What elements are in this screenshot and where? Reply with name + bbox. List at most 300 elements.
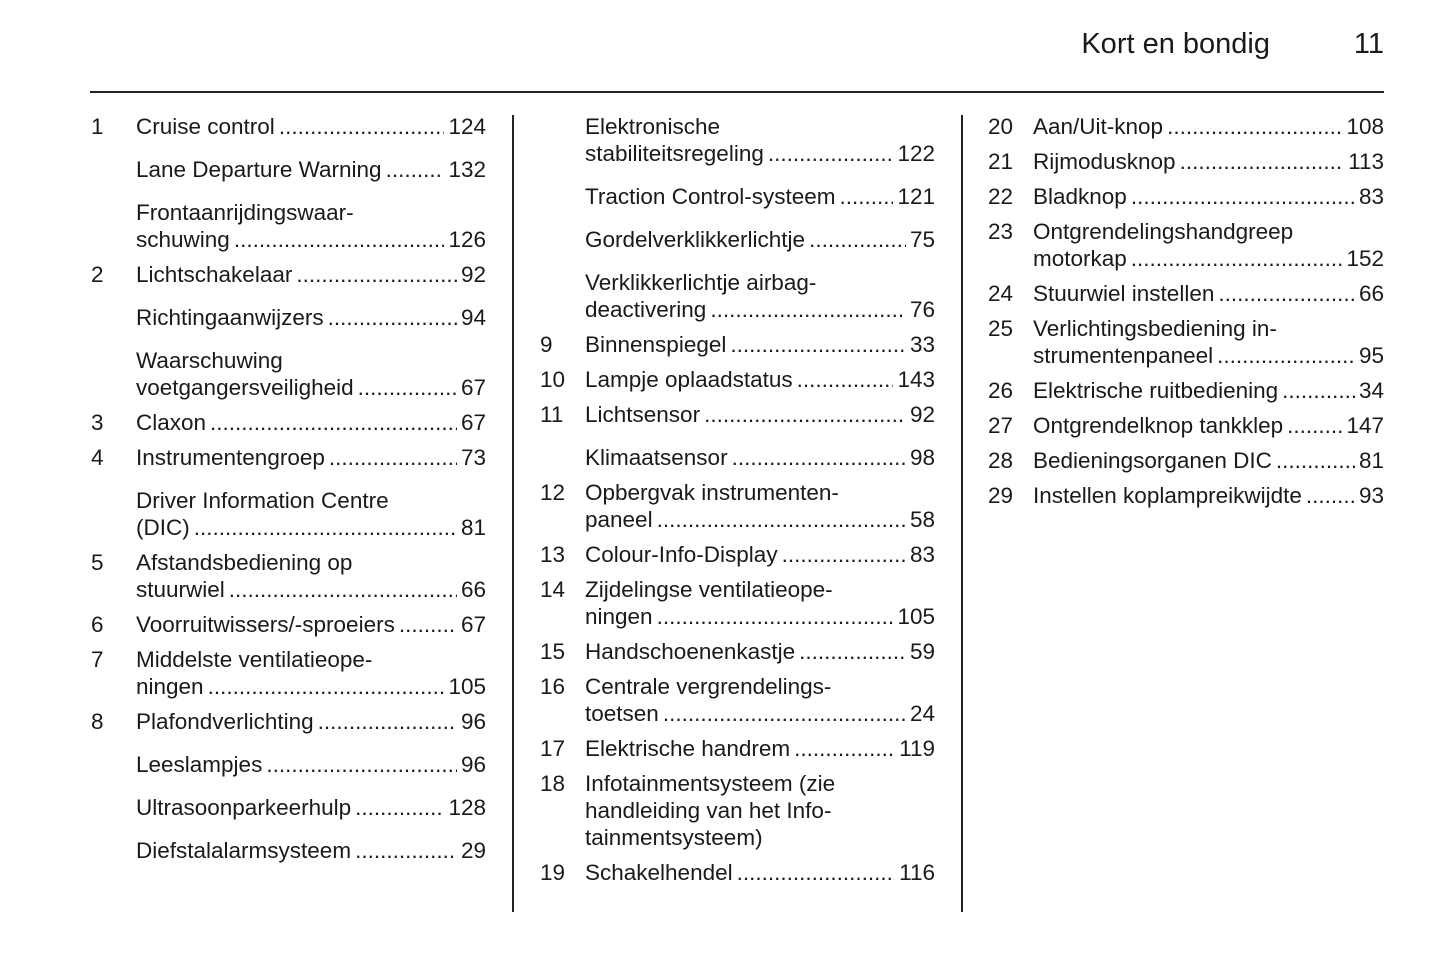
entry-body — [136, 347, 486, 401]
entry-text-line: Driver Information Centre — [136, 488, 389, 513]
entry-number: 22 — [988, 184, 1014, 209]
dot-leader — [794, 735, 895, 762]
index-entry — [91, 611, 486, 638]
index-entry — [540, 479, 935, 533]
entry-last-line — [136, 576, 486, 603]
entry-page-ref: 83 — [909, 542, 935, 567]
entry-page-ref: 81 — [1358, 448, 1384, 473]
entry-number — [91, 751, 136, 778]
entry-number: 18 — [540, 771, 566, 796]
entry-last-line — [136, 374, 486, 401]
entry-page-ref: 66 — [1358, 281, 1384, 306]
dot-leader — [210, 409, 457, 436]
entry-number: 20 — [988, 114, 1014, 139]
entry-body — [136, 794, 486, 821]
index-entry — [540, 770, 935, 851]
index-entry — [988, 377, 1384, 404]
dot-leader — [194, 514, 457, 541]
entry-label: Traction Control-systeem — [585, 184, 836, 209]
index-entry — [988, 482, 1384, 509]
entry-label: Instellen koplampreikwijdte — [1033, 483, 1302, 508]
entry-body — [585, 269, 935, 323]
dot-leader — [358, 374, 457, 401]
dot-leader — [1282, 377, 1355, 404]
entry-label: ningen — [136, 674, 204, 699]
entry-body — [585, 576, 935, 630]
entry-number: 21 — [988, 149, 1014, 174]
index-entry — [540, 331, 935, 358]
index-entry — [540, 113, 935, 167]
entry-last-line — [136, 837, 486, 864]
dot-leader — [1131, 183, 1355, 210]
dot-leader — [1167, 113, 1342, 140]
entry-page-ref: 124 — [448, 114, 486, 139]
index-column-2 — [540, 113, 935, 886]
entry-number: 4 — [91, 445, 104, 470]
entry-page-ref: 105 — [448, 674, 486, 699]
entry-last-line — [585, 331, 935, 358]
index-entry — [91, 261, 486, 288]
entry-page-ref: 96 — [460, 709, 486, 734]
entry-last-line — [136, 611, 486, 638]
index-entry — [540, 735, 935, 762]
entry-body — [136, 611, 486, 638]
entry-page-ref: 126 — [448, 227, 486, 252]
entry-page-ref: 92 — [909, 402, 935, 427]
entry-label: Lichtsensor — [585, 402, 701, 427]
entry-number: 7 — [91, 647, 104, 672]
index-entry — [540, 401, 935, 428]
entry-label: Stuurwiel instellen — [1033, 281, 1215, 306]
entry-number: 5 — [91, 550, 104, 575]
entry-number: 3 — [91, 410, 104, 435]
dot-leader — [730, 331, 906, 358]
entry-page-ref: 81 — [460, 515, 486, 540]
entry-number: 1 — [91, 114, 104, 139]
entry-label: Colour-Info-Display — [585, 542, 778, 567]
entry-number: 11 — [540, 402, 564, 427]
entry-page-ref: 75 — [909, 227, 935, 252]
entry-label: Schakelhendel — [585, 860, 733, 885]
entry-body — [585, 401, 935, 428]
entry-label: Ontgrendelknop tankklep — [1033, 413, 1284, 438]
entry-label: Elektrische handrem — [585, 736, 791, 761]
entry-text-line: Opbergvak instrumenten- — [585, 480, 839, 505]
dot-leader — [296, 261, 457, 288]
entry-page-ref: 95 — [1358, 343, 1384, 368]
entry-label: Claxon — [136, 410, 207, 435]
dot-leader — [732, 444, 906, 471]
entry-page-ref: 92 — [460, 262, 486, 287]
entry-number: 24 — [988, 281, 1014, 306]
entry-body — [136, 837, 486, 864]
entry-last-line — [1033, 482, 1384, 509]
entry-number: 23 — [988, 219, 1014, 244]
entry-page-ref: 147 — [1346, 413, 1384, 438]
entry-page-ref: 121 — [897, 184, 935, 209]
index-entry — [91, 708, 486, 735]
index-entry — [91, 444, 486, 471]
dot-leader — [355, 794, 444, 821]
entry-last-line — [585, 735, 935, 762]
entry-text-line: Waarschuwing — [136, 348, 283, 373]
entry-text-line: Zijdelingse ventilatieope- — [585, 577, 833, 602]
entry-body — [585, 113, 935, 167]
entry-text-line: Afstandsbediening op — [136, 550, 353, 575]
entry-page-ref: 67 — [460, 375, 486, 400]
entry-label: Instrumentengroep — [136, 445, 325, 470]
entry-text-line: Elektronische — [585, 114, 721, 139]
index-entry — [91, 347, 486, 401]
entry-last-line — [585, 140, 935, 167]
dot-leader — [809, 226, 906, 253]
index-entry — [540, 576, 935, 630]
entry-page-ref: 128 — [448, 795, 486, 820]
index-entry — [91, 549, 486, 603]
entry-number: 8 — [91, 709, 104, 734]
entry-last-line — [585, 296, 935, 323]
entry-number: 9 — [540, 332, 553, 357]
entry-last-line — [1033, 377, 1384, 404]
entry-number: 10 — [540, 367, 566, 392]
entry-page-ref: 66 — [460, 577, 486, 602]
entry-label: Bladknop — [1033, 184, 1127, 209]
dot-leader — [1217, 342, 1355, 369]
entry-label: Klimaatsensor — [585, 445, 728, 470]
entry-last-line — [585, 226, 935, 253]
entry-label: (DIC) — [136, 515, 190, 540]
entry-text-line: tainmentsysteem) — [585, 825, 763, 850]
entry-body — [1033, 447, 1384, 474]
entry-number: 15 — [540, 639, 566, 664]
dot-leader — [704, 401, 906, 428]
entry-last-line — [136, 444, 486, 471]
entry-page-ref: 116 — [899, 860, 935, 885]
index-entry — [988, 412, 1384, 439]
dot-leader — [799, 638, 906, 665]
entry-body — [1033, 183, 1384, 210]
entry-body — [136, 113, 486, 140]
index-entry — [91, 199, 486, 253]
entry-label: Elektrische ruitbediening — [1033, 378, 1279, 403]
entry-number: 25 — [988, 316, 1014, 341]
entry-body — [1033, 280, 1384, 307]
entry-label: ningen — [585, 604, 653, 629]
column-divider — [512, 115, 514, 912]
entry-label: stuurwiel — [136, 577, 225, 602]
dot-leader — [266, 751, 457, 778]
dot-leader — [399, 611, 457, 638]
entry-body — [136, 261, 486, 288]
entry-label: toetsen — [585, 701, 659, 726]
entry-last-line — [136, 751, 486, 778]
entry-number: 26 — [988, 378, 1014, 403]
entry-page-ref: 132 — [448, 157, 486, 182]
dot-leader — [1218, 280, 1355, 307]
index-entry — [540, 226, 935, 253]
entry-page-ref: 119 — [899, 736, 935, 761]
dot-leader — [657, 603, 894, 630]
entry-number — [540, 113, 585, 167]
entry-label: paneel — [585, 507, 653, 532]
entry-page-ref: 113 — [1348, 149, 1384, 174]
index-entry — [988, 218, 1384, 272]
entry-last-line — [1033, 412, 1384, 439]
entry-number: 14 — [540, 577, 566, 602]
dot-leader — [840, 183, 894, 210]
entry-body — [585, 770, 935, 851]
dot-leader — [663, 700, 906, 727]
entry-last-line — [136, 794, 486, 821]
entry-body — [136, 156, 486, 183]
entry-page-ref: 58 — [909, 507, 935, 532]
dot-leader — [737, 859, 896, 886]
entry-last-line — [136, 673, 486, 700]
entry-body — [585, 331, 935, 358]
index-entry — [540, 541, 935, 568]
entry-text-line: Infotainmentsysteem (zie — [585, 771, 836, 796]
dot-leader — [1287, 412, 1342, 439]
index-entry — [91, 304, 486, 331]
index-entry — [91, 487, 486, 541]
entry-body — [136, 708, 486, 735]
entry-number — [91, 347, 136, 401]
entry-page-ref: 105 — [897, 604, 935, 629]
entry-page-ref: 29 — [460, 838, 486, 863]
entry-number — [91, 304, 136, 331]
index-entry — [988, 315, 1384, 369]
entry-body — [585, 673, 935, 727]
entry-text-line: Centrale vergrendelings- — [585, 674, 832, 699]
entry-label: Rijmodusknop — [1033, 149, 1176, 174]
entry-number — [540, 226, 585, 253]
entry-label: Aan/Uit-knop — [1033, 114, 1164, 139]
entry-label: Plafondverlichting — [136, 709, 314, 734]
entry-number — [540, 269, 585, 323]
index-entry — [540, 366, 935, 393]
entry-page-ref: 108 — [1346, 114, 1384, 139]
entry-label: stabiliteitsregeling — [585, 141, 764, 166]
entry-body — [585, 183, 935, 210]
entry-text-line: Middelste ventilatieope- — [136, 647, 373, 672]
entry-last-line — [1033, 447, 1384, 474]
index-entry — [988, 113, 1384, 140]
entry-body — [136, 646, 486, 700]
entry-last-line — [585, 366, 935, 393]
index-entry — [540, 183, 935, 210]
entry-body — [585, 479, 935, 533]
dot-leader — [1180, 148, 1345, 175]
dot-leader — [234, 226, 445, 253]
dot-leader — [797, 366, 894, 393]
entry-number — [91, 156, 136, 183]
entry-last-line — [136, 226, 486, 253]
entry-last-line — [585, 700, 935, 727]
entry-body — [585, 444, 935, 471]
entry-last-line — [585, 444, 935, 471]
dot-leader — [355, 837, 457, 864]
entry-last-line — [585, 506, 935, 533]
entry-label: Richtingaanwijzers — [136, 305, 324, 330]
entry-body — [136, 199, 486, 253]
entry-label: deactivering — [585, 297, 707, 322]
entry-label: Ultrasoonparkeerhulp — [136, 795, 352, 820]
dot-leader — [657, 506, 906, 533]
entry-page-ref: 122 — [897, 141, 935, 166]
dot-leader — [328, 304, 457, 331]
entry-last-line — [1033, 342, 1384, 369]
dot-leader — [279, 113, 445, 140]
entry-page-ref: 83 — [1358, 184, 1384, 209]
entry-page-ref: 94 — [460, 305, 486, 330]
entry-label: Handschoenenkastje — [585, 639, 796, 664]
column-divider — [961, 115, 963, 912]
entry-label: Voorruitwissers/-sproeiers — [136, 612, 395, 637]
index-entry — [988, 148, 1384, 175]
entry-body — [585, 859, 935, 886]
entry-number — [540, 444, 585, 471]
entry-label: motorkap — [1033, 246, 1127, 271]
entry-text-line: Ontgrendelingshandgreep — [1033, 219, 1294, 244]
entry-page-ref: 98 — [909, 445, 935, 470]
entry-last-line — [1033, 148, 1384, 175]
entry-number: 19 — [540, 860, 566, 885]
dot-leader — [782, 541, 906, 568]
index-entry — [540, 673, 935, 727]
entry-body — [1033, 377, 1384, 404]
dot-leader — [1306, 482, 1355, 509]
entry-body — [1033, 412, 1384, 439]
page-header-title: Kort en bondig — [1081, 28, 1270, 60]
index-entry — [540, 269, 935, 323]
entry-last-line — [585, 541, 935, 568]
dot-leader — [1131, 245, 1343, 272]
entry-last-line — [136, 514, 486, 541]
entry-page-ref: 152 — [1346, 246, 1384, 271]
entry-page-ref: 67 — [460, 410, 486, 435]
entry-last-line — [136, 708, 486, 735]
entry-last-line — [136, 261, 486, 288]
entry-body — [1033, 315, 1384, 369]
entry-body — [136, 487, 486, 541]
entry-number: 2 — [91, 262, 104, 287]
entry-number — [91, 487, 136, 541]
page-number: 11 — [1353, 28, 1384, 60]
dot-leader — [318, 708, 457, 735]
entry-label: Gordelverklikkerlichtje — [585, 227, 806, 252]
entry-last-line — [585, 859, 935, 886]
dot-leader — [229, 576, 457, 603]
entry-label: Binnenspiegel — [585, 332, 727, 357]
index-entry — [988, 447, 1384, 474]
entry-number: 17 — [540, 736, 566, 761]
entry-page-ref: 143 — [897, 367, 935, 392]
entry-label: Diefstalalarmsysteem — [136, 838, 352, 863]
entry-text-line: handleiding van het Info- — [585, 798, 832, 823]
index-entry — [91, 113, 486, 140]
entry-body — [1033, 218, 1384, 272]
entry-label: Lane Departure Warning — [136, 157, 382, 182]
entry-last-line — [136, 304, 486, 331]
entry-label: schuwing — [136, 227, 230, 252]
entry-page-ref: 73 — [460, 445, 486, 470]
entry-number: 27 — [988, 413, 1014, 438]
entry-page-ref: 93 — [1358, 483, 1384, 508]
index-entry — [988, 280, 1384, 307]
entry-last-line — [136, 113, 486, 140]
entry-page-ref: 67 — [460, 612, 486, 637]
entry-label: voetgangersveiligheid — [136, 375, 354, 400]
index-entry — [91, 156, 486, 183]
entry-number: 6 — [91, 612, 104, 637]
entry-page-ref: 96 — [460, 752, 486, 777]
entry-number — [540, 183, 585, 210]
entry-body — [1033, 148, 1384, 175]
entry-body — [585, 735, 935, 762]
index-entry — [91, 837, 486, 864]
dot-leader — [710, 296, 906, 323]
entry-last-line — [1033, 280, 1384, 307]
entry-body — [136, 409, 486, 436]
entry-body — [1033, 113, 1384, 140]
entry-label: Bedieningsorganen DIC — [1033, 448, 1272, 473]
entry-last-line — [585, 638, 935, 665]
entry-number: 12 — [540, 480, 566, 505]
entry-last-line — [585, 603, 935, 630]
index-entry — [91, 751, 486, 778]
index-column-1 — [91, 113, 486, 864]
entry-text-line: Verlichtingsbediening in- — [1033, 316, 1277, 341]
entry-last-line — [585, 401, 935, 428]
index-entry — [988, 183, 1384, 210]
entry-number: 13 — [540, 542, 566, 567]
entry-number: 16 — [540, 674, 566, 699]
index-entry — [91, 646, 486, 700]
entry-body — [585, 541, 935, 568]
entry-label: Leeslampjes — [136, 752, 263, 777]
dot-leader — [1276, 447, 1355, 474]
entry-text-line: Verklikkerlichtje airbag- — [585, 270, 817, 295]
entry-body — [585, 366, 935, 393]
entry-body — [136, 751, 486, 778]
entry-last-line — [136, 409, 486, 436]
dot-leader — [386, 156, 445, 183]
entry-label: Lampje oplaadstatus — [585, 367, 793, 392]
header-divider — [90, 91, 1384, 93]
entry-label: strumentenpaneel — [1033, 343, 1214, 368]
dot-leader — [329, 444, 457, 471]
entry-body — [136, 549, 486, 603]
entry-number: 29 — [988, 483, 1014, 508]
index-entry — [540, 859, 935, 886]
dot-leader — [768, 140, 894, 167]
entry-page-ref: 34 — [1358, 378, 1384, 403]
entry-number — [91, 199, 136, 253]
entry-number — [91, 837, 136, 864]
entry-body — [136, 304, 486, 331]
entry-page-ref: 76 — [909, 297, 935, 322]
index-column-3 — [988, 113, 1384, 509]
index-entry — [540, 638, 935, 665]
entry-last-line — [1033, 183, 1384, 210]
index-entry — [91, 409, 486, 436]
entry-number — [91, 794, 136, 821]
entry-page-ref: 33 — [909, 332, 935, 357]
index-entry — [91, 794, 486, 821]
entry-last-line — [1033, 245, 1384, 272]
entry-number: 28 — [988, 448, 1014, 473]
entry-last-line — [1033, 113, 1384, 140]
